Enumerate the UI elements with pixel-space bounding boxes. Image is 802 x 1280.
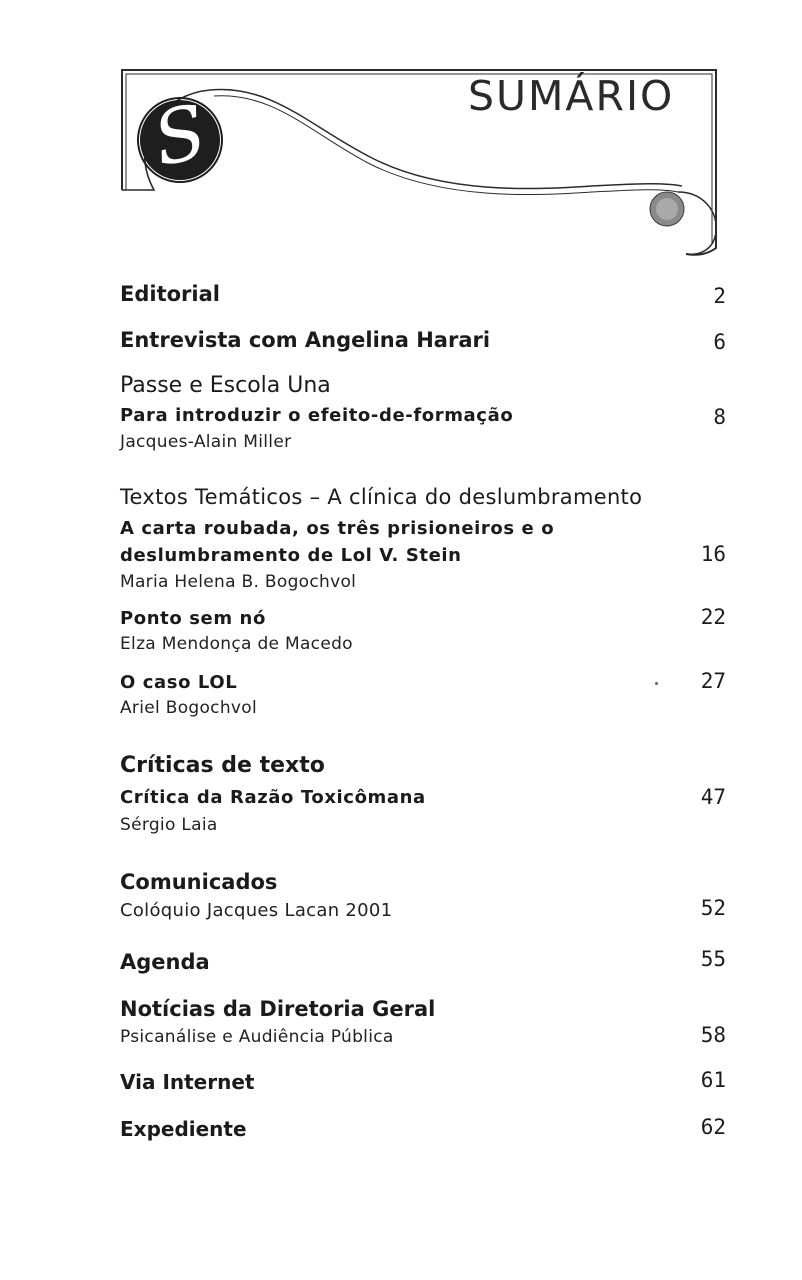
toc-comunicados-page: 52 bbox=[700, 896, 726, 920]
toc-comunicados-item[interactable]: Colóquio Jacques Lacan 2001 bbox=[120, 900, 393, 921]
toc-article-passe-title[interactable]: Para introduzir o efeito-de-formação bbox=[120, 405, 514, 426]
print-speck bbox=[655, 682, 658, 685]
toc-article3-author: Ariel Bogochvol bbox=[120, 698, 257, 718]
logo-s-letter: S bbox=[146, 88, 214, 184]
toc-article1-title-line1[interactable]: A carta roubada, os três prisioneiros e o bbox=[120, 518, 555, 539]
toc-article2-title[interactable]: Ponto sem nó bbox=[120, 608, 266, 629]
toc-section-passe: Passe e Escola Una bbox=[120, 373, 331, 398]
toc-agenda-label[interactable]: Agenda bbox=[120, 950, 210, 974]
toc-agenda-page: 55 bbox=[700, 947, 726, 971]
toc-section-criticas: Críticas de texto bbox=[120, 753, 325, 778]
toc-via-internet-label[interactable]: Via Internet bbox=[120, 1070, 255, 1094]
toc-entrevista-label[interactable]: Entrevista com Angelina Harari bbox=[120, 328, 491, 352]
toc-entrevista-page: 6 bbox=[713, 330, 726, 354]
toc-section-noticias: Notícias da Diretoria Geral bbox=[120, 997, 436, 1021]
toc-expediente-label[interactable]: Expediente bbox=[120, 1117, 247, 1141]
toc-article-criticas-page: 47 bbox=[700, 785, 726, 809]
toc-expediente-page: 62 bbox=[700, 1115, 726, 1139]
toc-article3-title[interactable]: O caso LOL bbox=[120, 672, 238, 693]
page-title: SUMÁRIO bbox=[468, 72, 675, 120]
toc-editorial-page: 2 bbox=[713, 284, 726, 308]
toc-section-comunicados: Comunicados bbox=[120, 870, 278, 894]
toc-article1-author: Maria Helena B. Bogochvol bbox=[120, 572, 357, 592]
toc-article-criticas-author: Sérgio Laia bbox=[120, 815, 218, 835]
toc-article3-page: 27 bbox=[700, 669, 726, 693]
toc-article2-author: Elza Mendonça de Macedo bbox=[120, 634, 353, 654]
toc-editorial-label[interactable]: Editorial bbox=[120, 282, 220, 306]
toc-via-internet-page: 61 bbox=[700, 1068, 726, 1092]
toc-article-passe-page: 8 bbox=[713, 405, 726, 429]
toc-noticias-item[interactable]: Psicanálise e Audiência Pública bbox=[120, 1027, 394, 1047]
toc-section-textos: Textos Temáticos – A clínica do deslumbramento bbox=[120, 485, 643, 509]
toc-noticias-page: 58 bbox=[700, 1023, 726, 1047]
toc-article-passe-author: Jacques-Alain Miller bbox=[120, 432, 292, 452]
sumario-header bbox=[112, 58, 732, 268]
toc-article1-page: 16 bbox=[700, 542, 726, 566]
toc-article1-title-line2[interactable]: deslumbramento de Lol V. Stein bbox=[120, 545, 462, 566]
toc-article-criticas-title[interactable]: Crítica da Razão Toxicômana bbox=[120, 787, 426, 808]
toc-article2-page: 22 bbox=[700, 605, 726, 629]
